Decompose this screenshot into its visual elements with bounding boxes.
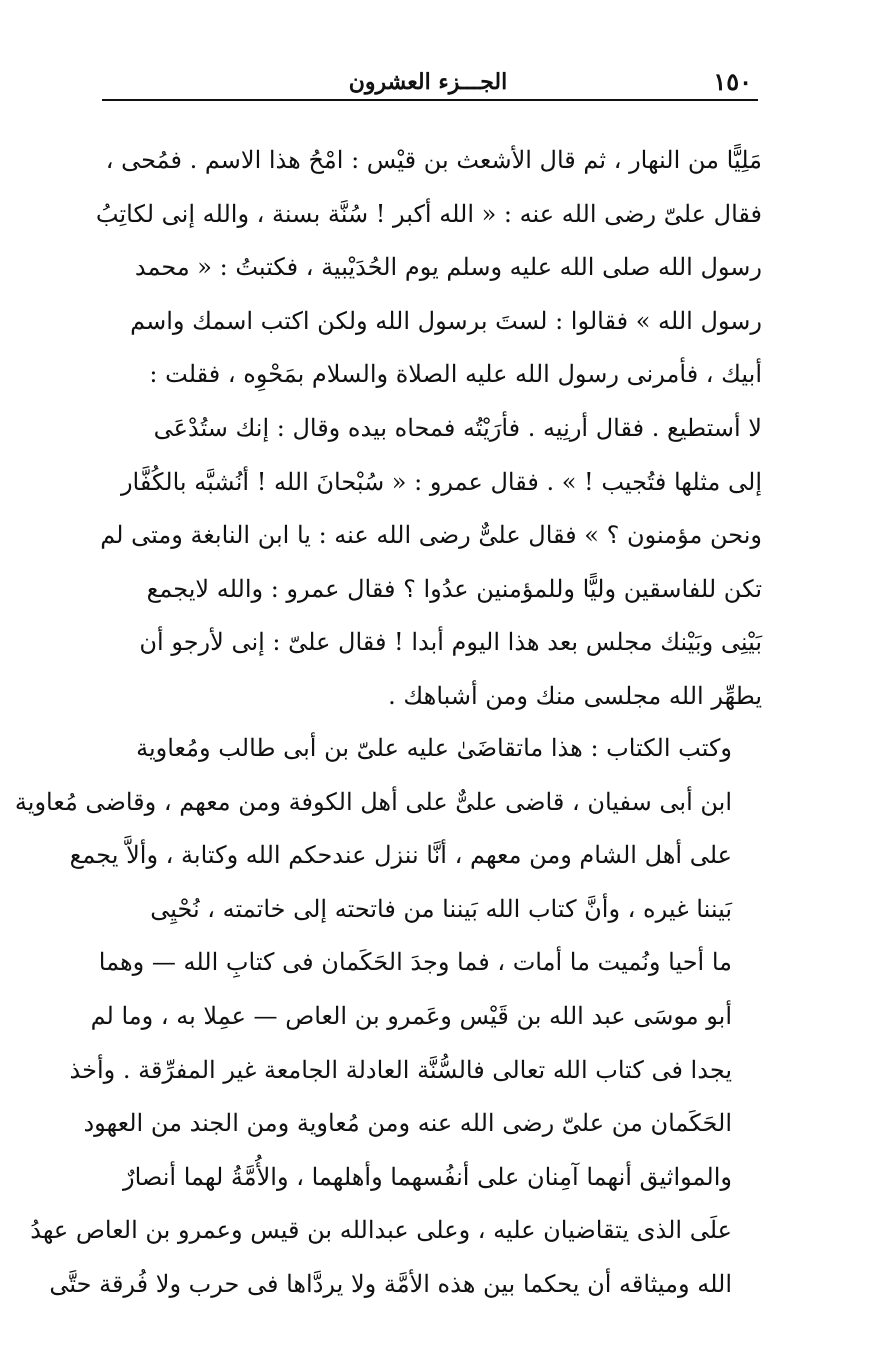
text-line: ابن أبى سفيان ، قاضى علىٌّ على أهل الكوفة ومن معهم ، وقاضى مُعاوية	[14, 787, 732, 816]
text-line: يجدا فى كتاب الله تعالى فالسُّنَّة العادلة الجامعة غير المفرِّقة . وأخذ	[69, 1055, 732, 1084]
page-number: ١٥٠	[713, 67, 752, 96]
text-line: أبيك ، فأمرنى رسول الله عليه الصلاة والسلام بمَحْوِه ، فقلت :	[149, 360, 762, 389]
text-line: وكتب الكتاب : هذا ماتقاضَىٰ عليه علىّ بن أبى طالب ومُعاوية	[136, 734, 732, 762]
text-line: بَيْنِى وبَيْنك مجلس بعد هذا اليوم أبدا ! فقال علىّ : إنى لأرجو أن	[139, 628, 762, 657]
text-line: ما أحيا ونُميت ما أمات ، فما وجدَ الحَكَمان فى كتابِ الله — وهما	[98, 948, 732, 977]
text-line: علَى الذى يتقاضيان عليه ، وعلى عبدالله بن قيس وعمرو بن العاص عهدُ	[30, 1216, 732, 1245]
text-line: رسول الله » فقالوا : لستَ برسول الله ولكن اكتب اسمك واسم	[130, 306, 762, 335]
text-line: تكن للفاسقين وليًّا وللمؤمنين عدُوا ؟ فقال عمرو : والله لايجمع	[146, 574, 762, 603]
header-rule	[102, 99, 758, 101]
text-line: ونحن مؤمنون ؟ » فقال علىٌّ رضى الله عنه : يا ابن النابغة ومتى لم	[100, 521, 762, 550]
text-line: يطهِّر الله مجلسى منك ومن أشباهك .	[388, 681, 762, 710]
text-line: رسول الله صلى الله عليه وسلم يوم الحُدَيْبية ، فكتبتُ : « محمد	[134, 253, 762, 282]
text-line: فقال علىّ رضى الله عنه : « الله أكبر ! سُنَّة بسنة ، والله إنى لكاتِبُ	[95, 199, 762, 228]
paragraph-1	[96, 134, 762, 724]
page-header	[104, 62, 752, 102]
text-line: مَلِيًّا من النهار ، ثم قال الأشعث بن قيْس : امْحُ هذا الاسم . فمُحى ،	[105, 146, 762, 174]
running-title: الجـــزء العشرون	[348, 69, 508, 95]
text-line: لا أستطيع . فقال أرنِيه . فأرَيْتُه فمحاه بيده وقال : إنك ستُدْعَى	[153, 413, 762, 442]
paragraph-2	[14, 722, 762, 1312]
text-line: أبو موسَى عبد الله بن قَيْس وعَمرو بن العاص — عمِلا به ، وما لم	[90, 1001, 732, 1030]
text-line: الله وميثاقه أن يحكما بين هذه الأمَّة ولا يردَّاها فى حرب ولا فُرقة حتَّى	[49, 1269, 732, 1298]
text-line: على أهل الشام ومن معهم ، أنَّا ننزل عندحكم الله وكتابة ، وألاَّ يجمع	[69, 841, 732, 870]
text-line: بَيننا غيره ، وأنَّ كتاب الله بَيننا من فاتحته إلى خاتمته ، نُحْيِى	[150, 894, 732, 923]
text-line: إلى مثلها فتُجيب ! » . فقال عمرو : « سُبْحانَ الله ! أنُشبَّه بالكُفَّار	[120, 467, 762, 496]
text-line: الحَكَمان من علىّ رضى الله عنه ومن مُعاوية ومن الجند من العهود	[83, 1109, 732, 1138]
text-line: والمواثيق أنهما آمِنان على أنفُسهما وأهلهما ، والأُمَّةُ لهما أنصارٌ	[123, 1162, 732, 1191]
